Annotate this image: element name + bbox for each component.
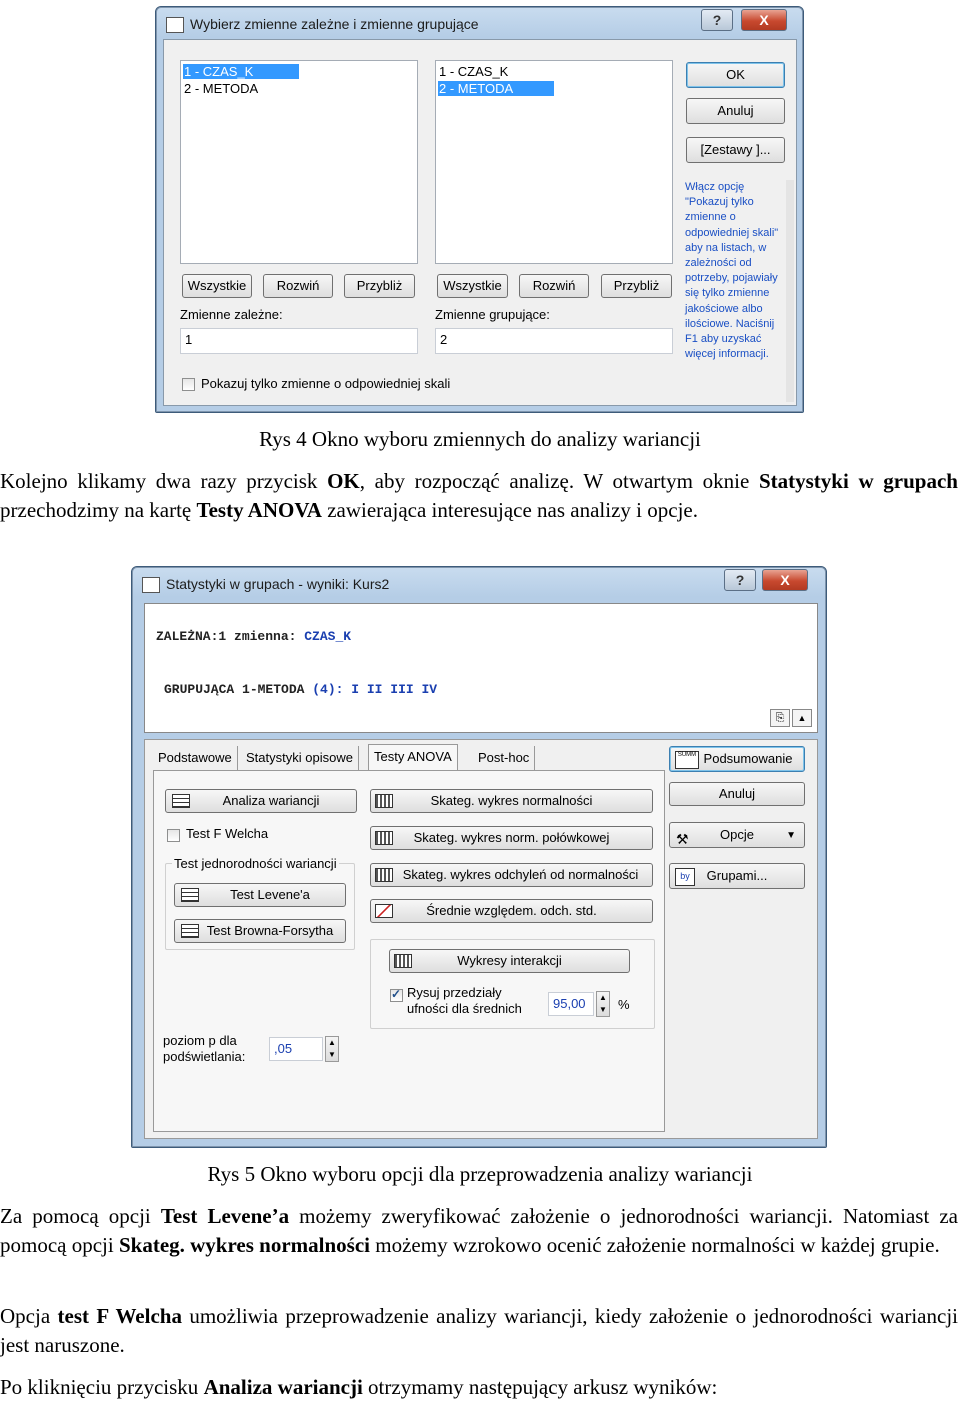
interaction-plots-button[interactable]: Wykresy interakcji bbox=[389, 949, 630, 973]
cancel-button[interactable]: Anuluj bbox=[669, 782, 805, 806]
normal-plot-button[interactable]: Skateg. wykres normalności bbox=[370, 789, 653, 813]
paragraph-2: Za pomocą opcji Test Levene’a możemy zweryfikować założenie o jednorodności wariancji. Natomiast za pomocą opcji Skateg. wykres normalności możemy wzrokowo ocenić założenie normalności w każdej grupie. bbox=[0, 1204, 958, 1257]
homogeneity-group-label: Test jednorodności wariancji bbox=[174, 856, 337, 871]
sets-button[interactable]: [Zestawy ]... bbox=[686, 137, 785, 163]
copy-icon[interactable]: ⎘ bbox=[770, 709, 790, 727]
window-titlebar bbox=[132, 567, 826, 601]
confidence-level-input[interactable]: 95,00 bbox=[548, 992, 594, 1016]
right-expand-button[interactable]: Rozwiń bbox=[519, 274, 589, 298]
tab-descriptive[interactable]: Statystyki opisowe bbox=[241, 746, 359, 770]
anova-button[interactable]: Analiza wariancji bbox=[165, 789, 357, 813]
summary-icon: SUMM bbox=[675, 751, 699, 769]
dependent-variable-list[interactable] bbox=[180, 60, 418, 264]
plot-icon bbox=[375, 794, 393, 808]
variable-selection-dialog bbox=[155, 6, 804, 413]
group-statistics-window bbox=[131, 566, 827, 1148]
app-icon bbox=[166, 17, 184, 33]
dependent-label: Zmienne zależne: bbox=[180, 307, 283, 322]
table-icon bbox=[181, 924, 199, 938]
output-grouping-line: GRUPUJĄCA 1-METODA (4): I II III IV bbox=[164, 682, 438, 697]
output-panel bbox=[144, 603, 818, 733]
table-icon bbox=[172, 794, 190, 808]
close-button[interactable]: X bbox=[762, 569, 808, 591]
by-groups-button[interactable]: by Grupami... bbox=[669, 863, 805, 889]
tab-page bbox=[153, 770, 665, 1132]
p-level-spinner[interactable]: ▲ ▼ bbox=[325, 1036, 339, 1062]
interaction-plot-icon bbox=[394, 954, 412, 968]
summary-button[interactable]: SUMM Podsumowanie bbox=[669, 746, 805, 772]
confidence-intervals-label: Rysuj przedziały ufności dla średnich bbox=[407, 985, 522, 1016]
grouping-variable-field[interactable]: 2 bbox=[435, 328, 673, 354]
tab-strip bbox=[153, 746, 663, 772]
left-expand-button[interactable]: Rozwiń bbox=[263, 274, 333, 298]
figure-4-caption: Rys 4 Okno wyboru zmiennych do analizy wariancji bbox=[259, 427, 701, 451]
hint-scrollbar[interactable] bbox=[786, 180, 794, 402]
brown-forsythe-button[interactable]: Test Browna-Forsytha bbox=[174, 919, 346, 943]
scale-filter-label: Pokazuj tylko zmienne o odpowiedniej skali bbox=[201, 376, 451, 391]
paragraph-4: Po kliknięciu przycisku Analiza wariancji otrzymamy następujący arkusz wyników: bbox=[0, 1375, 718, 1399]
paragraph-1: Kolejno klikamy dwa razy przycisk OK, aby rozpocząć analizę. W otwartym oknie Statystyki w grupach przechodzimy na kartę Testy ANOVA zawierająca interesujące nas analizy i opcje. bbox=[0, 469, 958, 522]
confidence-level-spinner[interactable]: ▲ ▼ bbox=[596, 991, 610, 1017]
paragraph-3: Opcja test F Welcha umożliwia przeprowadzenie analizy wariancji, kiedy założenie o jednorodności wariancji jest naruszone. bbox=[0, 1304, 958, 1357]
table-icon bbox=[181, 888, 199, 902]
scatter-icon bbox=[375, 904, 393, 918]
welch-test-label: Test F Welcha bbox=[186, 826, 269, 841]
help-button[interactable]: ? bbox=[701, 9, 733, 31]
percent-unit: % bbox=[618, 997, 630, 1012]
list-item[interactable]: 2 - METODA bbox=[438, 81, 554, 96]
means-vs-sd-button[interactable]: Średnie względem. odch. std. bbox=[370, 899, 653, 923]
grouping-variable-list[interactable] bbox=[435, 60, 673, 264]
dialog-titlebar bbox=[156, 7, 803, 41]
help-button[interactable]: ? bbox=[724, 569, 756, 591]
plot-icon bbox=[375, 831, 393, 845]
p-level-input[interactable]: ,05 bbox=[269, 1037, 323, 1061]
hint-text: Włącz opcję "Pokazuj tylko zmienne o odpowiedniej skali" aby na listach, w zależności od potrzeby, pojawiały się tylko zmienne jakościowe albo ilościowe. Naciśnij F1 aby uzyskać więcej informacji. bbox=[685, 181, 779, 361]
dialog-title: Wybierz zmienne zależne i zmienne grupujące bbox=[190, 16, 479, 32]
wrench-icon: ⚒ bbox=[676, 831, 689, 847]
options-button[interactable]: ⚒ Opcje ▼ bbox=[669, 822, 805, 848]
right-zoom-button[interactable]: Przybliż bbox=[601, 274, 672, 298]
left-zoom-button[interactable]: Przybliż bbox=[344, 274, 415, 298]
figure-5-caption: Rys 5 Okno wyboru opcji dla przeprowadzenia analizy wariancji bbox=[207, 1162, 753, 1186]
grouping-label: Zmienne grupujące: bbox=[435, 307, 550, 322]
right-all-button[interactable]: Wszystkie bbox=[437, 274, 508, 298]
detrended-plot-button[interactable]: Skateg. wykres odchyleń od normalności bbox=[370, 863, 653, 887]
tab-posthoc[interactable]: Post-hoc bbox=[473, 746, 535, 770]
plot-icon bbox=[375, 868, 393, 882]
list-item[interactable]: 1 - CZAS_K bbox=[183, 64, 299, 79]
scale-filter-checkbox[interactable] bbox=[182, 378, 195, 391]
confidence-intervals-checkbox[interactable] bbox=[390, 989, 403, 1002]
list-item[interactable]: 2 - METODA bbox=[184, 81, 259, 96]
collapse-icon[interactable]: ▲ bbox=[792, 709, 812, 727]
options-area bbox=[144, 739, 818, 1139]
chevron-down-icon: ▼ bbox=[786, 830, 796, 841]
output-dependent-line: ZALEŻNA:1 zmienna: CZAS_K bbox=[156, 629, 352, 644]
cancel-button[interactable]: Anuluj bbox=[686, 98, 785, 124]
by-group-icon: by bbox=[675, 868, 695, 886]
dialog-client-area bbox=[163, 39, 797, 406]
list-item[interactable]: 1 - CZAS_K bbox=[439, 64, 509, 79]
levene-test-button[interactable]: Test Levene'a bbox=[174, 883, 346, 907]
tab-anova[interactable]: Testy ANOVA bbox=[368, 744, 458, 771]
close-button[interactable]: X bbox=[741, 9, 787, 31]
welch-test-checkbox[interactable] bbox=[167, 829, 180, 842]
dependent-variable-field[interactable]: 1 bbox=[180, 328, 418, 354]
left-all-button[interactable]: Wszystkie bbox=[182, 274, 252, 298]
window-title: Statystyki w grupach - wyniki: Kurs2 bbox=[166, 576, 390, 592]
tab-basic[interactable]: Podstawowe bbox=[153, 746, 238, 770]
half-normal-plot-button[interactable]: Skateg. wykres norm. połówkowej bbox=[370, 826, 653, 850]
p-level-label: poziom p dla podświetlania: bbox=[163, 1033, 246, 1064]
ok-button[interactable]: OK bbox=[686, 62, 785, 88]
app-icon bbox=[142, 577, 160, 593]
